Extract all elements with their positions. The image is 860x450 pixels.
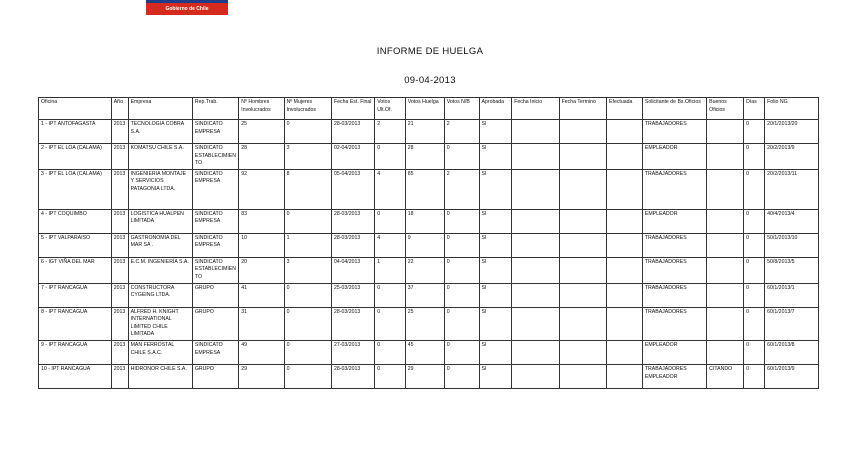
table-cell: GRUPO (192, 307, 238, 340)
table-cell: 20 (239, 257, 284, 283)
table-cell: 0 (744, 169, 765, 209)
table-cell: SINDICATO EMPRESA (192, 169, 238, 209)
table-cell (559, 307, 606, 340)
table-header-row (39, 98, 819, 120)
table-cell: 0 (284, 120, 331, 144)
table-cell: 20/2/2013/9 (765, 144, 819, 170)
table-cell: 60/1/2013/1 (765, 283, 819, 307)
table-cell: 49 (239, 340, 284, 364)
table-cell (512, 233, 559, 257)
table-cell: 28 (239, 144, 284, 170)
table-cell: SINDICATO ESTABLECIMIENTO (192, 257, 238, 283)
table-cell: 25 (405, 307, 444, 340)
table-cell: 3 (284, 257, 331, 283)
table-cell (607, 364, 643, 388)
column-header: Buenos Oficios (707, 98, 744, 120)
table-row (39, 283, 819, 307)
table-cell: 1 (375, 257, 406, 283)
table-cell: KOMATSU CHILE S.A. (128, 144, 192, 170)
table-cell: 0 (375, 283, 406, 307)
table-cell (607, 257, 643, 283)
report-date: 09-04-2013 (404, 75, 456, 86)
table-cell: LOGISTICA HUALPEN LIMITADA (128, 209, 192, 233)
table-cell: TRABAJADORES EMPLEADOR (642, 364, 706, 388)
table-cell: 60/1/2013/7 (765, 307, 819, 340)
table-cell: 04-04/2013 (331, 257, 374, 283)
column-header: Efectuada (607, 98, 643, 120)
table-cell: 8 (284, 169, 331, 209)
report-title: INFORME DE HUELGA (376, 46, 484, 57)
table-cell: 0 (444, 233, 479, 257)
gobierno-logo (146, 0, 228, 15)
column-header: Oficina (39, 98, 112, 120)
table-cell: 2 (444, 169, 479, 209)
table-cell: 3 - IPT EL LOA (CALAMA) (39, 169, 112, 209)
table-cell: SI (479, 340, 512, 364)
table-cell: 2013 (111, 209, 128, 233)
table-cell: 41 (239, 283, 284, 307)
table-cell: HIDRONOR CHILE S.A. (128, 364, 192, 388)
table-cell: 20/1/2013/20 (765, 120, 819, 144)
table-cell: 0 (375, 209, 406, 233)
table-cell: 0 (744, 209, 765, 233)
table-cell: 28 (405, 144, 444, 170)
table-cell (559, 144, 606, 170)
table-cell: 0 (375, 364, 406, 388)
table-cell (607, 144, 643, 170)
table-cell (559, 257, 606, 283)
table-cell: 10 (239, 233, 284, 257)
table-cell: 28-03/2013 (331, 364, 374, 388)
table-cell: 2013 (111, 364, 128, 388)
table-cell: CONSTRUCTORA CYGEING LTDA. (128, 283, 192, 307)
table-cell: 2013 (111, 169, 128, 209)
table-cell: 0 (284, 364, 331, 388)
table-cell (607, 169, 643, 209)
table-cell: 0 (375, 144, 406, 170)
table-cell: MAN FERROSTAL CHILE S.A.C. (128, 340, 192, 364)
table-cell: 2013 (111, 233, 128, 257)
table-cell: 20/2/2013/11 (765, 169, 819, 209)
table-cell: 0 (744, 340, 765, 364)
table-cell: 0 (444, 307, 479, 340)
table-cell: 4 (375, 169, 406, 209)
table-cell (707, 340, 744, 364)
table-row (39, 120, 819, 144)
table-row (39, 340, 819, 364)
table-cell: E.C.M. INGENIERÍA S.A. (128, 257, 192, 283)
table-cell: SINDICATO ESTABLECIMIENTO (192, 144, 238, 170)
table-cell: 0 (444, 209, 479, 233)
table-cell: TRABAJADORES (642, 283, 706, 307)
table-cell (512, 209, 559, 233)
table-cell: 2 (444, 120, 479, 144)
table-cell: 2013 (111, 257, 128, 283)
table-cell: 0 (444, 364, 479, 388)
table-cell: 27-03/2013 (331, 340, 374, 364)
table-cell: 9 (405, 233, 444, 257)
table-cell: SI (479, 257, 512, 283)
table-cell: 3 (284, 144, 331, 170)
table-cell (559, 209, 606, 233)
table-cell: 7 - IPT RANCAGUA (39, 283, 112, 307)
table-cell: 31 (239, 307, 284, 340)
table-cell: SINDICATO EMPRESA (192, 233, 238, 257)
table-cell: 0 (744, 283, 765, 307)
table-cell (607, 233, 643, 257)
table-cell (607, 209, 643, 233)
table-cell: 28-03/2013 (331, 307, 374, 340)
table-cell: SINDICATO EMPRESA (192, 120, 238, 144)
table-cell: ALFRED H. KNIGHT INTERNATIONAL LIMITED CHILE LIMITADA (128, 307, 192, 340)
table-cell: 60/1/2013/8 (765, 340, 819, 364)
table-cell: 21 (405, 120, 444, 144)
table-cell: SI (479, 144, 512, 170)
strike-report-table (38, 97, 819, 389)
table-cell: 0 (744, 120, 765, 144)
table-cell: SI (479, 169, 512, 209)
table-cell: 60/1/2013/9 (765, 364, 819, 388)
table-row (39, 209, 819, 233)
table-cell: EMPLEADOR (642, 209, 706, 233)
table-cell: 29 (405, 364, 444, 388)
table-cell (559, 364, 606, 388)
table-cell: 0 (444, 144, 479, 170)
column-header: Nº Hombres Involucrados (239, 98, 284, 120)
table-cell: GRUPO (192, 283, 238, 307)
table-cell: 0 (284, 209, 331, 233)
table-cell: TRABAJADORES (642, 257, 706, 283)
table-cell: TRABAJADORES (642, 307, 706, 340)
table-cell (707, 233, 744, 257)
table-row (39, 364, 819, 388)
table-cell (707, 144, 744, 170)
table-cell: SINDICATO EMPRESA (192, 209, 238, 233)
table-row (39, 307, 819, 340)
table-cell: 0 (375, 340, 406, 364)
table-cell: 1 - IPT ANTOFAGASTA (39, 120, 112, 144)
table-cell (512, 364, 559, 388)
column-header: Rep.Trab. (192, 98, 238, 120)
table-cell: 2013 (111, 144, 128, 170)
table-cell (512, 144, 559, 170)
table-cell: CITANDO (707, 364, 744, 388)
table-cell (559, 233, 606, 257)
table-cell (559, 120, 606, 144)
table-cell (707, 283, 744, 307)
table-cell: 2013 (111, 283, 128, 307)
table-cell: 28-03/2013 (331, 209, 374, 233)
table-cell: 22 (405, 257, 444, 283)
table-cell: 4 - IPT COQUIMBO (39, 209, 112, 233)
column-header: Folio NG (765, 98, 819, 120)
table-cell: 85 (405, 169, 444, 209)
table-cell: 25 (239, 120, 284, 144)
table-cell: 8 - IPT RANCAGUA (39, 307, 112, 340)
table-cell: EMPLEADOR (642, 144, 706, 170)
table-cell: TRABAJADORES (642, 233, 706, 257)
table-cell: TRABAJADORES (642, 169, 706, 209)
table-cell (607, 120, 643, 144)
table-cell: 28-03/2013 (331, 233, 374, 257)
column-header: Solicitante de Bs.Oficios (642, 98, 706, 120)
table-cell: 0 (284, 283, 331, 307)
table-cell (707, 257, 744, 283)
table-cell (607, 283, 643, 307)
logo-text: Gobierno de Chile (146, 3, 228, 15)
table-cell (559, 283, 606, 307)
table-cell (559, 169, 606, 209)
table-cell: SINDICATO EMPRESA (192, 340, 238, 364)
table-cell (512, 257, 559, 283)
table-cell: 0 (744, 233, 765, 257)
table-cell: 45 (405, 340, 444, 364)
table-cell: 0 (444, 340, 479, 364)
table-cell: 05-04/2013 (331, 169, 374, 209)
table-row (39, 257, 819, 283)
table-cell: 0 (744, 307, 765, 340)
table-cell: GASTRONOMIA DEL MAR SA . (128, 233, 192, 257)
column-header: Fecha Inicio (512, 98, 559, 120)
column-header: Año (111, 98, 128, 120)
table-cell (512, 307, 559, 340)
table-cell: 50/8/2013/5 (765, 257, 819, 283)
table-cell: 0 (284, 307, 331, 340)
table-cell: 28-03/2013 (331, 120, 374, 144)
table-cell: 29 (239, 364, 284, 388)
table-cell (512, 120, 559, 144)
table-cell: 2 (375, 120, 406, 144)
table-cell: 83 (239, 209, 284, 233)
table-cell: GRUPO (192, 364, 238, 388)
table-cell: 9 - IPT RANCAGUA (39, 340, 112, 364)
table-cell: 37 (405, 283, 444, 307)
table-cell: 0 (744, 144, 765, 170)
table-cell: SI (479, 283, 512, 307)
table-cell: 0 (444, 283, 479, 307)
table-cell: 5 - IPT VALPARAISO (39, 233, 112, 257)
table-cell: 10 - IPT RANCAGUA (39, 364, 112, 388)
table-cell: 02-04/2013 (331, 144, 374, 170)
table-cell: 50/1/2013/10 (765, 233, 819, 257)
table-cell (707, 209, 744, 233)
table-cell: 92 (239, 169, 284, 209)
table-cell: SI (479, 307, 512, 340)
table-cell: 2013 (111, 340, 128, 364)
column-header: Aprobada (479, 98, 512, 120)
column-header: Votos Ult.Of. (375, 98, 406, 120)
column-header: Nº Mujeres Involucrados (284, 98, 331, 120)
table-cell (512, 340, 559, 364)
table-cell: 0 (744, 257, 765, 283)
table-cell (607, 340, 643, 364)
table-cell: 1 (284, 233, 331, 257)
table-cell: 25-03/2013 (331, 283, 374, 307)
table-cell: TRABAJADORES (642, 120, 706, 144)
table-cell (559, 340, 606, 364)
table-cell: 0 (444, 257, 479, 283)
table-cell (707, 169, 744, 209)
table-cell: TECNOLOGIA COBRA S.A. (128, 120, 192, 144)
column-header: Fecha Est. Final (331, 98, 374, 120)
table-cell: 2013 (111, 307, 128, 340)
table-cell: 18 (405, 209, 444, 233)
table-cell: 0 (375, 307, 406, 340)
table-cell: 6 - IGT VIÑA DEL MAR (39, 257, 112, 283)
table-cell: EMPLEADOR (642, 340, 706, 364)
table-cell: INGENIERIA MONTAJE Y SERVICIOS PATAGONIA LTDA. (128, 169, 192, 209)
table-cell: 2013 (111, 120, 128, 144)
column-header: Votos Huelga (405, 98, 444, 120)
table-row (39, 144, 819, 170)
column-header: Fecha Termino (559, 98, 606, 120)
column-header: Empresa (128, 98, 192, 120)
table-cell: SI (479, 364, 512, 388)
table-cell: 0 (284, 340, 331, 364)
table-cell: SI (479, 120, 512, 144)
column-header: Votos N/B (444, 98, 479, 120)
table-cell: 40/4/2013/4 (765, 209, 819, 233)
table-cell (512, 283, 559, 307)
table-cell: 0 (744, 364, 765, 388)
table-cell: 4 (375, 233, 406, 257)
table-cell: 2 - IPT EL LOA (CALAMA) (39, 144, 112, 170)
table-cell (707, 307, 744, 340)
table-row (39, 233, 819, 257)
table-row (39, 169, 819, 209)
table-cell (707, 120, 744, 144)
table-cell: SI (479, 233, 512, 257)
table-cell: SI (479, 209, 512, 233)
table-cell (512, 169, 559, 209)
table-cell (607, 307, 643, 340)
column-header: Días (744, 98, 765, 120)
